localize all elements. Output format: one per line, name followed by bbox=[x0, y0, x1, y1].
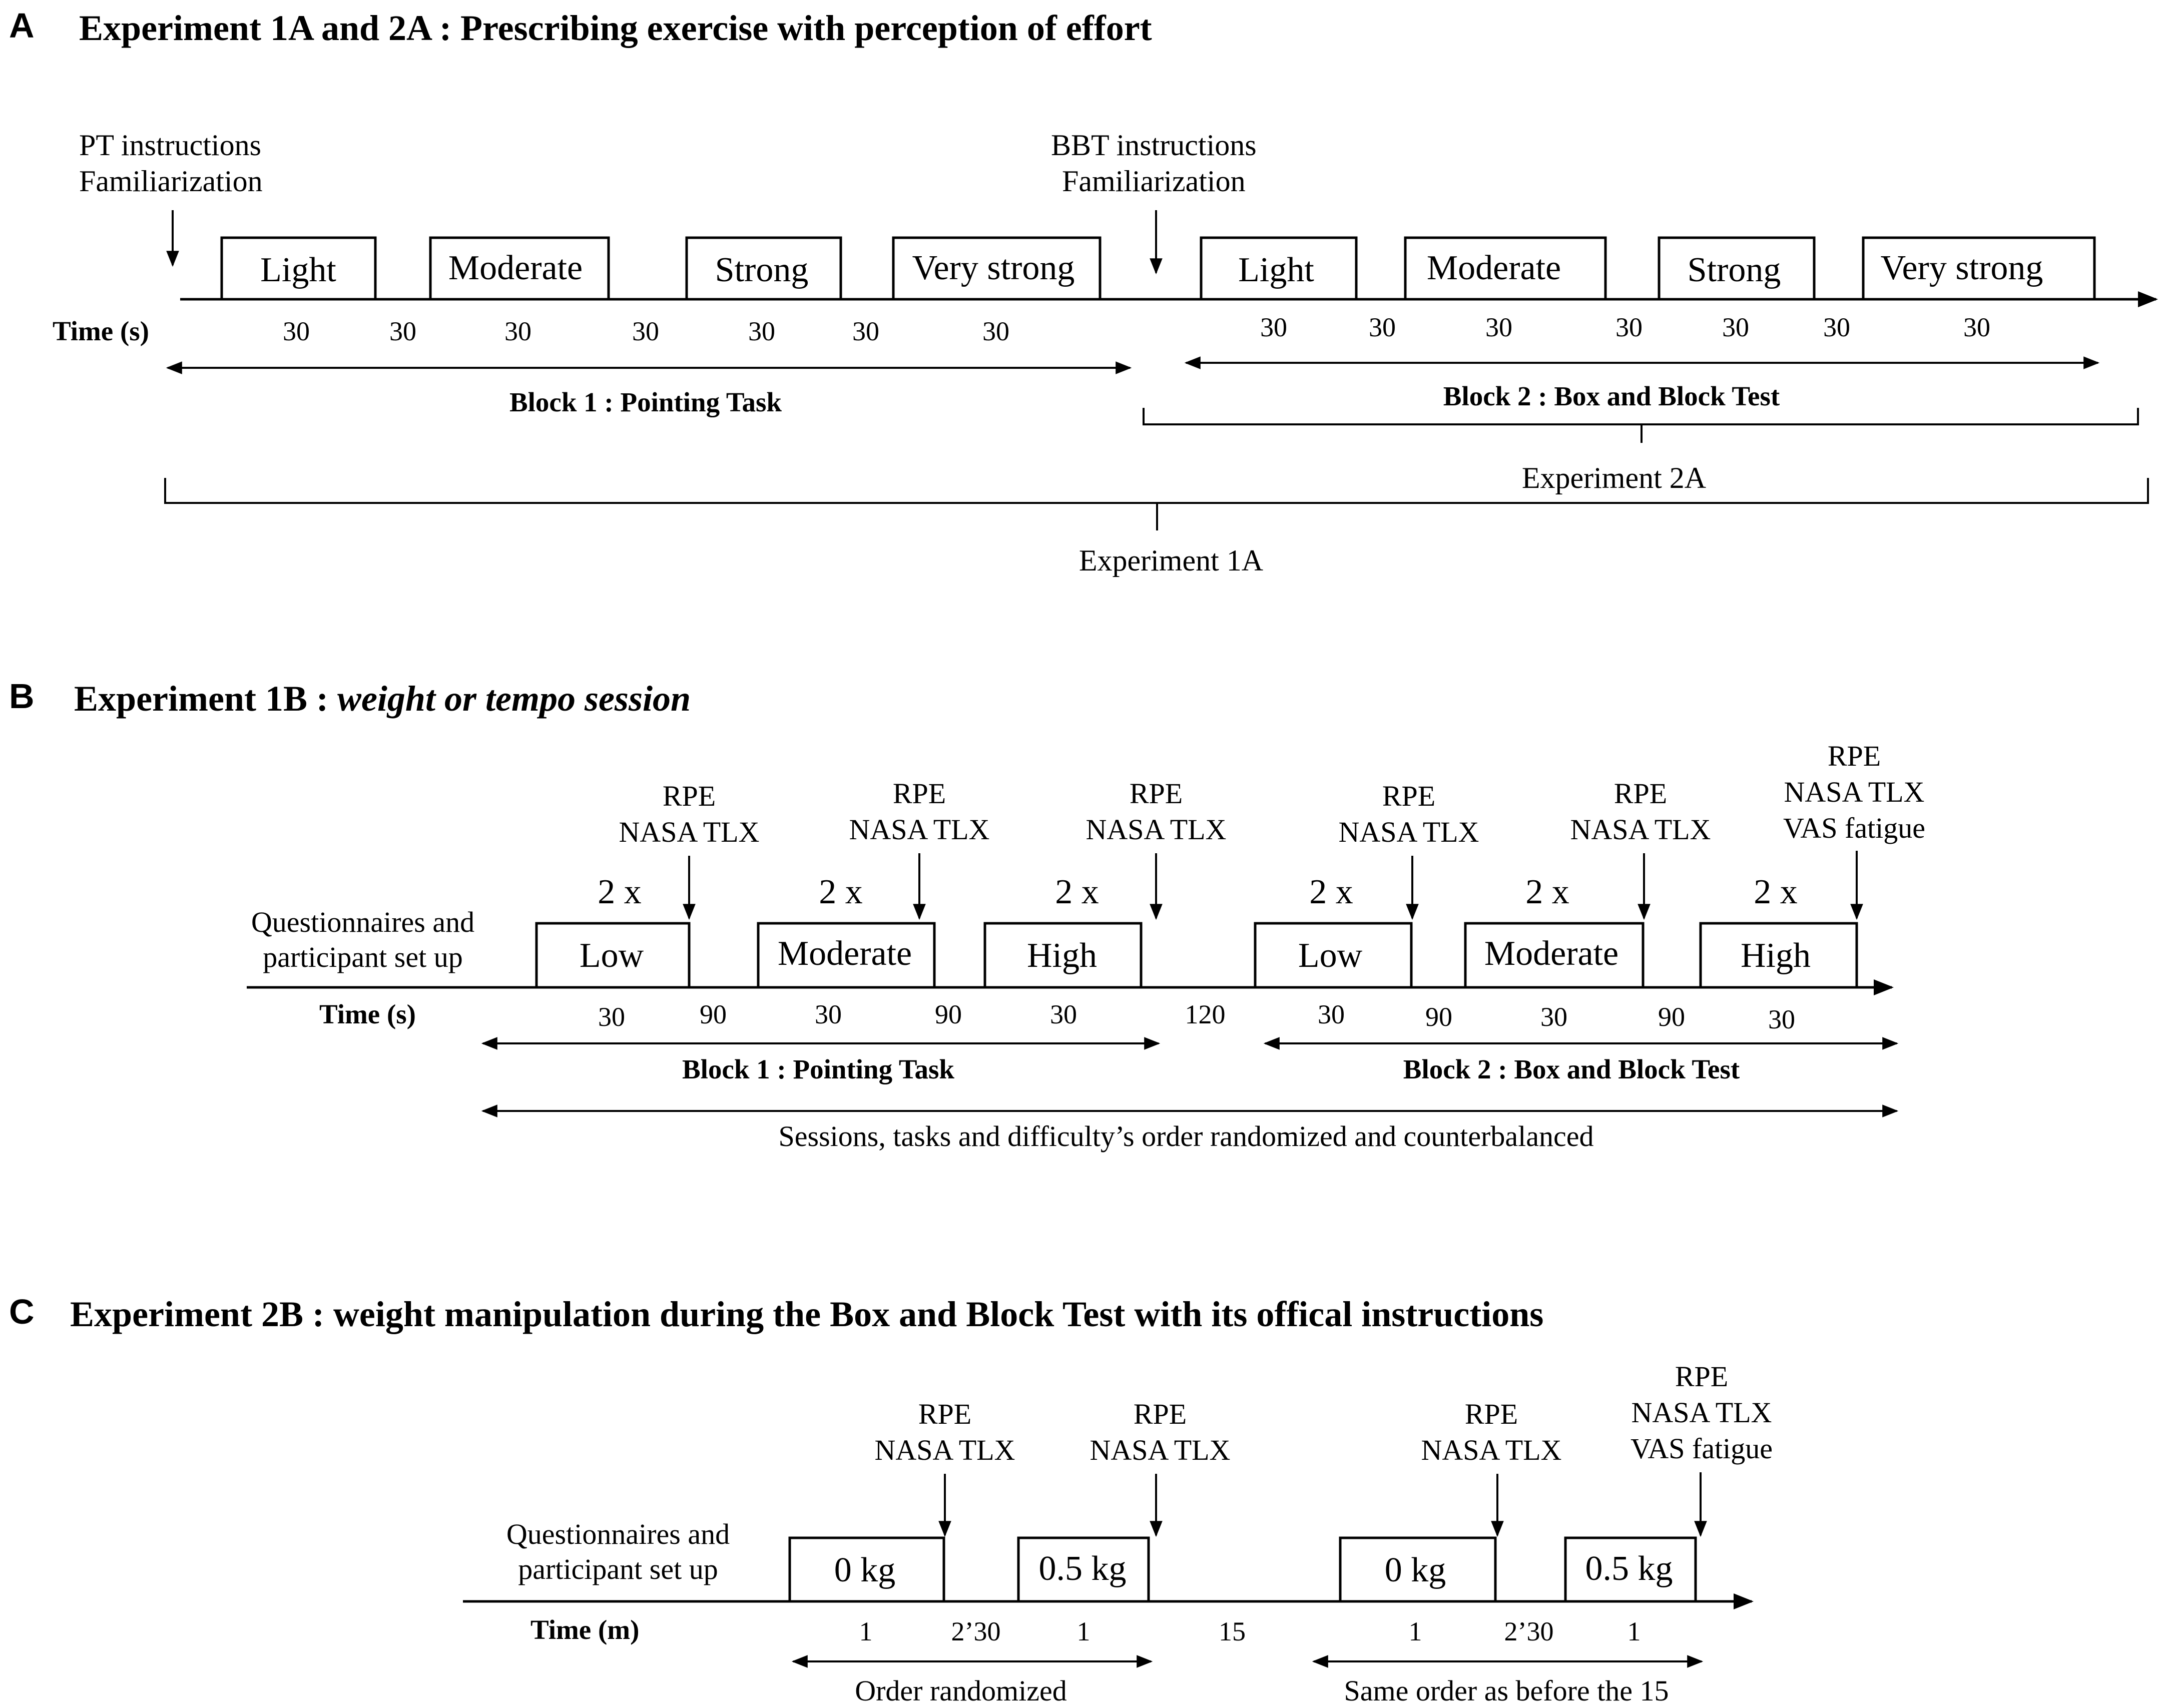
b-repeat-label: 2 x bbox=[1055, 873, 1099, 911]
panel-c bbox=[9, 1292, 1773, 1707]
c-time-tick: 1 bbox=[1408, 1616, 1422, 1646]
a-time-tick: 30 bbox=[1963, 312, 1990, 342]
a-box-strong-1-label: Strong bbox=[715, 251, 809, 289]
c-setup-line1: Questionnaires and bbox=[506, 1518, 730, 1550]
panel-a-letter: A bbox=[9, 6, 35, 45]
b-box-low-1-label: Low bbox=[579, 936, 644, 975]
b-repeat-label: 2 x bbox=[1309, 873, 1353, 911]
b-q1-nasa: NASA TLX bbox=[619, 816, 760, 848]
b-q4-rpe: RPE bbox=[1382, 780, 1436, 812]
c-q3-nasa: NASA TLX bbox=[1421, 1434, 1562, 1466]
c-time-tick: 1 bbox=[859, 1616, 873, 1646]
c-q1-nasa: NASA TLX bbox=[874, 1434, 1015, 1466]
c-time-tick: 1 bbox=[1627, 1616, 1641, 1646]
b-q5-rpe: RPE bbox=[1613, 777, 1668, 810]
c-time-tick: 2’30 bbox=[1504, 1616, 1554, 1646]
c-order1-label: Order randomized bbox=[855, 1674, 1067, 1707]
c-box-0kg-2-label: 0 kg bbox=[1384, 1551, 1446, 1589]
a-block2-label: Block 2 : Box and Block Test bbox=[1443, 381, 1780, 411]
b-q2-nasa: NASA TLX bbox=[849, 813, 990, 846]
a-time-tick: 30 bbox=[1722, 312, 1749, 342]
a-box-moderate-1-label: Moderate bbox=[448, 249, 583, 287]
bbt-familiarization-label: Familiarization bbox=[1062, 165, 1246, 198]
c-times bbox=[859, 1616, 1641, 1646]
a-box-moderate-2-label: Moderate bbox=[1426, 249, 1561, 287]
a-time-tick: 30 bbox=[1485, 312, 1512, 342]
c-box-05kg-2-label: 0.5 kg bbox=[1585, 1549, 1673, 1588]
a-box-very-strong-2-label: Very strong bbox=[1880, 249, 2043, 287]
b-repeat-label: 2 x bbox=[819, 873, 863, 911]
b-time-tick: 30 bbox=[815, 999, 842, 1029]
b-time-tick: 30 bbox=[1768, 1004, 1795, 1034]
b-setup-line1: Questionnaires and bbox=[251, 906, 475, 938]
c-q2-nasa: NASA TLX bbox=[1090, 1434, 1231, 1466]
c-box-0kg-1-label: 0 kg bbox=[834, 1551, 896, 1589]
c-time-tick: 2’30 bbox=[951, 1616, 1001, 1646]
panel-c-letter: C bbox=[9, 1292, 35, 1331]
a-exp1a-label: Experiment 1A bbox=[1078, 544, 1264, 577]
b-time-label: Time (s) bbox=[319, 999, 416, 1029]
a-exp2a-brace bbox=[1144, 408, 2138, 443]
c-q3-rpe: RPE bbox=[1464, 1398, 1518, 1430]
a-block1-label: Block 1 : Pointing Task bbox=[509, 387, 782, 417]
a-time-tick: 30 bbox=[1260, 312, 1287, 342]
c-time-label: Time (m) bbox=[530, 1614, 640, 1645]
b-repeat-label: 2 x bbox=[1754, 873, 1798, 911]
b-time-tick: 30 bbox=[1050, 999, 1077, 1029]
a-time-tick: 30 bbox=[504, 316, 531, 346]
c-q4-rpe: RPE bbox=[1675, 1360, 1729, 1393]
b-times bbox=[598, 999, 1795, 1034]
a-block1-times bbox=[283, 316, 1009, 346]
b-box-moderate-2-label: Moderate bbox=[1484, 934, 1619, 973]
b-repeat-label: 2 x bbox=[598, 873, 642, 911]
a-time-tick: 30 bbox=[852, 316, 879, 346]
b-time-tick: 30 bbox=[598, 1002, 625, 1032]
b-block1-label: Block 1 : Pointing Task bbox=[682, 1054, 955, 1084]
a-time-tick: 30 bbox=[982, 316, 1009, 346]
a-block2-times bbox=[1260, 312, 1990, 342]
a-time-tick: 30 bbox=[1369, 312, 1396, 342]
a-time-tick: 30 bbox=[283, 316, 310, 346]
panel-b-title-italic: weight or tempo session bbox=[337, 679, 691, 719]
c-order2-label: Same order as before the 15 bbox=[1344, 1674, 1669, 1707]
a-time-tick: 30 bbox=[1615, 312, 1643, 342]
c-q4-nasa: NASA TLX bbox=[1631, 1396, 1772, 1429]
b-q1-rpe: RPE bbox=[662, 780, 716, 812]
b-time-tick: 90 bbox=[935, 999, 962, 1029]
b-box-low-2-label: Low bbox=[1298, 936, 1363, 975]
c-q4-vas: VAS fatigue bbox=[1630, 1432, 1773, 1465]
a-box-light-2-label: Light bbox=[1238, 251, 1314, 289]
b-q4-nasa: NASA TLX bbox=[1338, 816, 1479, 848]
b-q3-rpe: RPE bbox=[1129, 777, 1183, 810]
a-time-label: Time (s) bbox=[53, 316, 149, 346]
bbt-instructions-label: BBT instructions bbox=[1051, 129, 1257, 162]
a-box-strong-2-label: Strong bbox=[1687, 251, 1781, 289]
b-q5-nasa: NASA TLX bbox=[1570, 813, 1711, 846]
b-box-high-2-label: High bbox=[1741, 936, 1811, 975]
c-box-05kg-1-label: 0.5 kg bbox=[1038, 1549, 1127, 1588]
panel-a bbox=[9, 6, 2156, 577]
panel-b bbox=[9, 677, 1925, 1153]
b-time-tick: 90 bbox=[1658, 1002, 1685, 1032]
b-q6-rpe: RPE bbox=[1827, 740, 1881, 772]
b-time-tick: 30 bbox=[1540, 1002, 1567, 1032]
a-exp2a-label: Experiment 2A bbox=[1521, 461, 1707, 494]
b-setup-line2: participant set up bbox=[263, 941, 463, 973]
c-q2-rpe: RPE bbox=[1133, 1398, 1187, 1430]
pt-instructions-label: PT instructions bbox=[79, 129, 261, 162]
c-time-tick: 15 bbox=[1219, 1616, 1246, 1646]
b-q6-vas: VAS fatigue bbox=[1783, 812, 1926, 844]
b-time-tick: 120 bbox=[1185, 999, 1226, 1029]
b-box-moderate-1-label: Moderate bbox=[777, 934, 912, 973]
a-time-tick: 30 bbox=[632, 316, 659, 346]
a-box-light-1-label: Light bbox=[260, 251, 336, 289]
a-exp1a-brace bbox=[165, 478, 2148, 530]
b-repeat-label: 2 x bbox=[1525, 873, 1569, 911]
panel-a-title: Experiment 1A and 2A : Prescribing exercise with perception of effort bbox=[79, 8, 1152, 48]
pt-familiarization-label: Familiarization bbox=[79, 165, 263, 198]
b-q2-rpe: RPE bbox=[892, 777, 946, 810]
a-time-tick: 30 bbox=[1823, 312, 1850, 342]
c-q1-rpe: RPE bbox=[918, 1398, 972, 1430]
a-time-tick: 30 bbox=[748, 316, 775, 346]
b-q3-nasa: NASA TLX bbox=[1086, 813, 1227, 846]
panel-b-title-prefix: Experiment 1B : bbox=[74, 679, 337, 719]
b-time-tick: 90 bbox=[700, 999, 727, 1029]
c-setup-line2: participant set up bbox=[518, 1553, 718, 1585]
c-time-tick: 1 bbox=[1076, 1616, 1091, 1646]
panel-c-title: Experiment 2B : weight manipulation during the Box and Block Test with its offical instructions bbox=[70, 1294, 1544, 1334]
b-block2-label: Block 2 : Box and Block Test bbox=[1403, 1054, 1740, 1084]
a-time-tick: 30 bbox=[389, 316, 416, 346]
b-time-tick: 90 bbox=[1425, 1002, 1452, 1032]
b-time-tick: 30 bbox=[1318, 999, 1345, 1029]
b-q6-nasa: NASA TLX bbox=[1784, 776, 1925, 808]
b-box-high-1-label: High bbox=[1027, 936, 1097, 975]
panel-b-title bbox=[74, 679, 691, 719]
a-box-very-strong-1-label: Very strong bbox=[912, 249, 1075, 287]
b-session-label: Sessions, tasks and difficulty’s order randomized and counterbalanced bbox=[778, 1120, 1594, 1153]
panel-b-letter: B bbox=[9, 677, 35, 716]
